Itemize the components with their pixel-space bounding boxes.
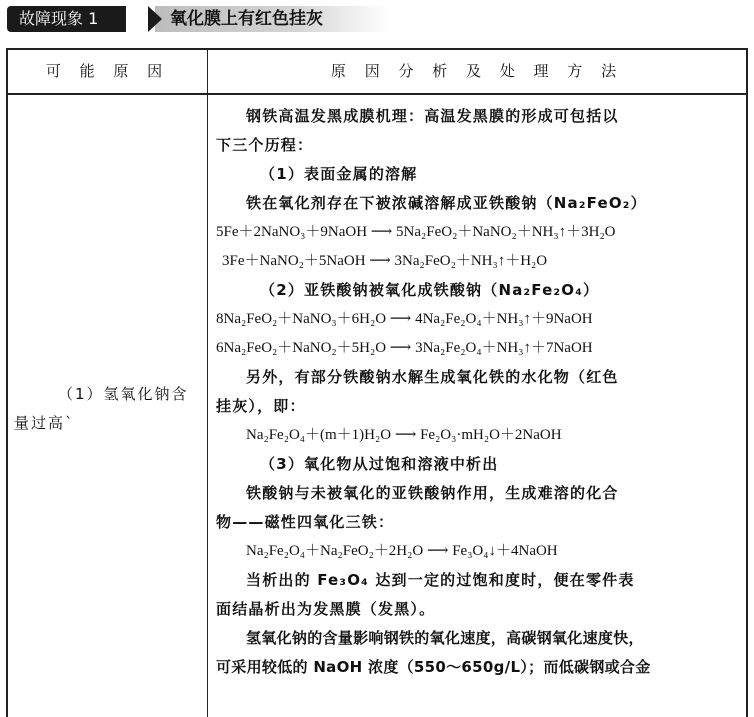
text-line: 另外，有部分铁酸钠水解生成氧化铁的水化物（红色	[246, 368, 619, 386]
column-divider	[207, 50, 208, 717]
equation-line: 5Fe＋2NaNO₃＋9NaOH ⟶ 5Na₂FeO₂＋NaNO₂＋NH₃↑＋3H₂O	[216, 224, 616, 240]
fault-title: 氧化膜上有红色挂灰	[170, 9, 323, 29]
text-line: 物——磁性四氧化三铁：	[216, 513, 395, 531]
text-line: 氢氧化钠的含量影响钢铁的氧化速度，高碳钢氧化速度快，	[246, 629, 644, 647]
equation-line: 8Na₂FeO₂＋NaNO₃＋6H₂O ⟶ 4Na₂Fe₂O₄＋NH₃↑＋9NaOH	[216, 311, 593, 327]
text-line: 挂灰），即：	[216, 397, 306, 415]
text-line: 下三个历程：	[216, 136, 314, 154]
header-divider	[8, 93, 746, 95]
header-analysis-method: 原 因 分 析 及 处 理 方 法	[330, 62, 624, 80]
text-line: （3）氧化物从过饱和溶液中析出	[260, 455, 499, 473]
equation-line: 3Fe＋NaNO₂＋5NaOH ⟶ 3Na₂FeO₂＋NH₃↑＋H₂O	[222, 253, 548, 269]
fault-tag: 故障现象 1	[7, 6, 126, 32]
text-line: 钢铁高温发黑成膜机理：高温发黑膜的形成可包括以	[246, 107, 619, 125]
text-line: 铁酸钠与未被氧化的亚铁酸钠作用，生成难溶的化合	[246, 484, 619, 502]
analysis-content	[216, 102, 738, 682]
cause-text: （1）氢氧化钠含量过高`	[14, 385, 189, 432]
text-line: 可采用较低的 NaOH 浓度（550～650g/L）；而低碳钢或合金	[216, 658, 651, 676]
text-line: （1）表面金属的溶解	[260, 165, 418, 183]
text-line: 当析出的 Fe₃O₄ 达到一定的过饱和度时，便在零件表	[246, 571, 635, 589]
fault-table	[6, 48, 748, 717]
header-possible-cause: 可 能 原 因	[45, 62, 170, 80]
text-line: （2）亚铁酸钠被氧化成铁酸钠（Na₂Fe₂O₄）	[260, 281, 600, 299]
fault-tag-arrow	[148, 6, 162, 32]
equation-line: Na₂Fe₂O₄＋(m＋1)H₂O ⟶ Fe₂O₃·mH₂O＋2NaOH	[246, 427, 562, 443]
equation-line: Na₂Fe₂O₄＋Na₂FeO₂＋2H₂O ⟶ Fe₃O₄↓＋4NaOH	[246, 543, 558, 559]
text-line: 面结晶析出为发黑膜（发黑）。	[216, 600, 436, 618]
text-line: 铁在氧化剂存在下被浓碱溶解成亚铁酸钠（Na₂FeO₂）	[246, 194, 647, 212]
equation-line: 6Na₂FeO₂＋NaNO₂＋5H₂O ⟶ 3Na₂Fe₂O₄＋NH₃↑＋7NaOH	[216, 340, 593, 356]
section-header	[0, 0, 754, 34]
